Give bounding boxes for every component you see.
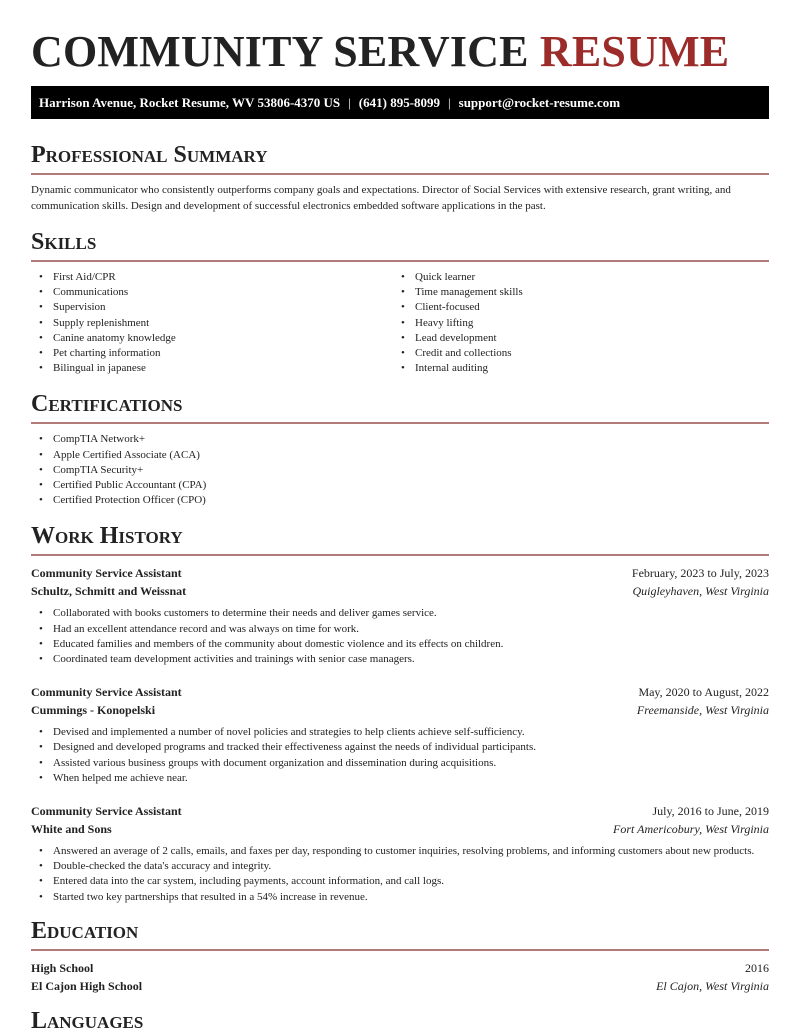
skill-item: • First Aid/CPR xyxy=(31,270,393,285)
skill-item: • Client-focused xyxy=(393,300,769,315)
contact-phone: (641) 895-8099 xyxy=(358,95,441,110)
resume-title xyxy=(31,0,769,86)
work-history-section xyxy=(31,522,769,904)
languages-section xyxy=(31,1007,769,1035)
certification-item: • Certified Public Accountant (CPA) xyxy=(31,478,769,493)
job-company-row xyxy=(31,701,769,719)
skill-item: • Supervision xyxy=(31,300,393,315)
certifications-list xyxy=(31,432,769,508)
job-location: Fort Americobury, West Virginia xyxy=(613,822,769,837)
education-heading: Education xyxy=(31,917,769,951)
job-bullet: • Coordinated team development activities and trainings with senior case managers. xyxy=(31,652,769,667)
certifications-section xyxy=(31,390,769,508)
job-bullet: • Double-checked the data's accuracy and integrity. xyxy=(31,859,769,874)
certification-item: • CompTIA Security+ xyxy=(31,463,769,478)
job-company: White and Sons xyxy=(31,822,112,837)
skill-item: • Canine anatomy knowledge xyxy=(31,331,393,346)
skill-item: • Heavy lifting xyxy=(393,316,769,331)
contact-bar xyxy=(31,86,769,119)
job-entry xyxy=(31,564,769,667)
education-location: El Cajon, West Virginia xyxy=(656,978,769,993)
job-bullet: • Assisted various business groups with document organization and dissemination during acquisitions. xyxy=(31,756,769,771)
skills-list-right xyxy=(393,270,769,376)
job-company: Schultz, Schmitt and Weissnat xyxy=(31,584,187,599)
job-bullets xyxy=(31,725,769,786)
job-bullet: • Entered data into the car system, including payments, account information, and call logs. xyxy=(31,874,769,889)
contact-email[interactable]: support@rocket-resume.com xyxy=(458,95,621,110)
summary-heading: Professional Summary xyxy=(31,141,769,175)
job-bullet: • Started two key partnerships that resulted in a 54% increase in revenue. xyxy=(31,890,769,905)
certifications-heading: Certifications xyxy=(31,390,769,424)
job-bullets xyxy=(31,606,769,667)
job-dates: May, 2020 to August, 2022 xyxy=(638,685,769,700)
skill-item: • Quick learner xyxy=(393,270,769,285)
title-main: COMMUNITY SERVICE xyxy=(31,27,529,76)
job-header-row xyxy=(31,683,769,701)
job-header-row xyxy=(31,802,769,820)
job-company-row xyxy=(31,820,769,838)
job-bullet: • Had an excellent attendance record and was always on time for work. xyxy=(31,622,769,637)
skill-item: • Lead development xyxy=(393,331,769,346)
education-section xyxy=(31,917,769,995)
languages-heading: Languages xyxy=(31,1007,769,1035)
job-entry xyxy=(31,683,769,786)
job-title: Community Service Assistant xyxy=(31,804,182,819)
job-company-row xyxy=(31,582,769,600)
certification-item: • CompTIA Network+ xyxy=(31,432,769,447)
job-bullet: • Answered an average of 2 calls, emails, and faxes per day, responding to customer inquiries, resolving problems, and informing customers about new products. xyxy=(31,844,769,859)
job-bullet: • Collaborated with books customers to determine their needs and deliver games service. xyxy=(31,606,769,621)
job-bullets xyxy=(31,844,769,905)
job-dates: February, 2023 to July, 2023 xyxy=(631,566,769,581)
job-entry xyxy=(31,802,769,905)
job-company: Cummings - Konopelski xyxy=(31,703,156,718)
skill-item: • Internal auditing xyxy=(393,361,769,376)
education-school-row xyxy=(31,977,769,995)
education-entry xyxy=(31,959,769,995)
summary-section xyxy=(31,141,769,214)
skill-item: • Bilingual in japanese xyxy=(31,361,393,376)
title-accent: RESUME xyxy=(539,27,730,76)
education-year: 2016 xyxy=(745,960,769,975)
job-bullet: • Devised and implemented a number of novel policies and strategies to help clients achieve self-sufficiency. xyxy=(31,725,769,740)
skills-grid xyxy=(31,270,769,376)
skills-list-left xyxy=(31,270,393,376)
contact-separator: | xyxy=(348,95,351,110)
job-bullet: • Educated families and members of the community about domestic violence and its effects on children. xyxy=(31,637,769,652)
contact-address: Harrison Avenue, Rocket Resume, WV 53806-4370 US xyxy=(39,95,341,110)
skills-section xyxy=(31,228,769,376)
summary-text: Dynamic communicator who consistently outperforms company goals and expectations. Director of Social Services with extensive research, grant writing, and communication skills. Design and development of successful electronics embedded software applications in the past. xyxy=(31,184,731,212)
contact-separator: | xyxy=(448,95,451,110)
skill-item: • Credit and collections xyxy=(393,346,769,361)
certification-item: • Apple Certified Associate (ACA) xyxy=(31,448,769,463)
skill-item: • Communications xyxy=(31,285,393,300)
job-bullet: • Designed and developed programs and tracked their effectiveness against the needs of individual participants. xyxy=(31,740,769,755)
skills-heading: Skills xyxy=(31,228,769,262)
job-location: Freemanside, West Virginia xyxy=(636,703,769,718)
work-history-heading: Work History xyxy=(31,522,769,556)
certification-item: • Certified Protection Officer (CPO) xyxy=(31,493,769,508)
job-title: Community Service Assistant xyxy=(31,685,182,700)
education-degree: High School xyxy=(31,960,94,975)
skill-item: • Pet charting information xyxy=(31,346,393,361)
job-location: Quigleyhaven, West Virginia xyxy=(632,584,769,599)
skill-item: • Supply replenishment xyxy=(31,316,393,331)
job-dates: July, 2016 to June, 2019 xyxy=(652,804,769,819)
job-title: Community Service Assistant xyxy=(31,566,182,581)
skill-item: • Time management skills xyxy=(393,285,769,300)
education-degree-row xyxy=(31,959,769,977)
education-school: El Cajon High School xyxy=(31,978,143,993)
job-bullet: • When helped me achieve near. xyxy=(31,771,769,786)
job-header-row xyxy=(31,564,769,582)
